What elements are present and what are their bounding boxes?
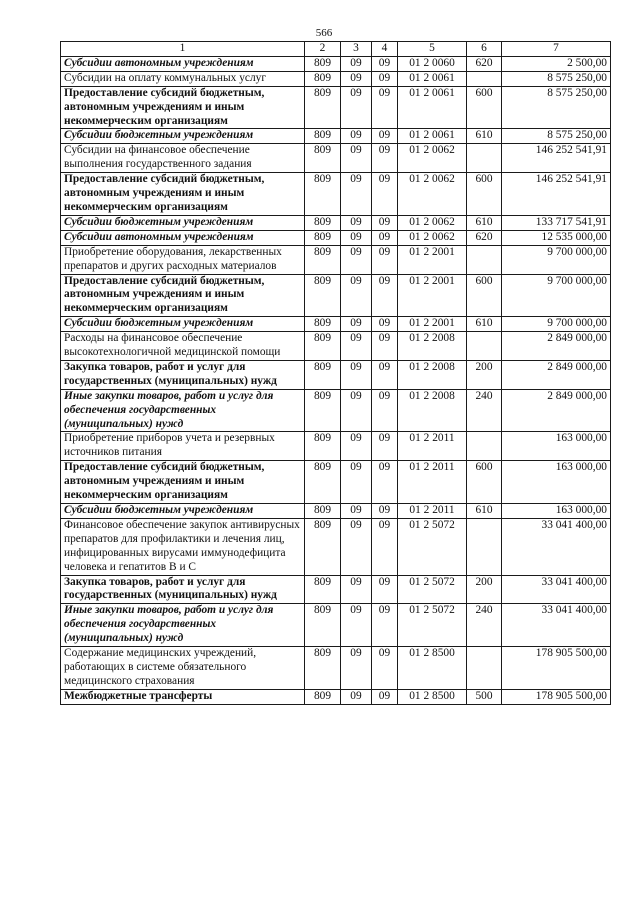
row-amount: 9 700 000,00 — [502, 245, 611, 274]
table-row — [61, 274, 611, 317]
row-amount: 2 500,00 — [502, 56, 611, 71]
column-header-2: 2 — [305, 42, 341, 57]
row-name: Закупка товаров, работ и услуг для государственных (муниципальных) нужд — [61, 360, 305, 389]
table-row — [61, 86, 611, 129]
row-expense-type: 620 — [467, 230, 502, 245]
row-name: Субсидии на оплату коммунальных услуг — [61, 71, 305, 86]
row-amount: 12 535 000,00 — [502, 230, 611, 245]
row-name: Субсидии автономным учреждениям — [61, 230, 305, 245]
row-expense-type — [467, 245, 502, 274]
row-section-code: 09 — [341, 518, 372, 575]
row-target-article: 01 2 2001 — [398, 245, 467, 274]
row-target-article: 01 2 0060 — [398, 56, 467, 71]
row-section-code: 09 — [341, 389, 372, 432]
row-subsection-code: 09 — [372, 274, 398, 317]
row-expense-type: 200 — [467, 360, 502, 389]
row-amount: 146 252 541,91 — [502, 173, 611, 216]
row-ministry-code: 809 — [305, 432, 341, 461]
row-name: Иные закупки товаров, работ и услуг для обеспечения государственных (муниципальных) нужд — [61, 604, 305, 647]
row-subsection-code: 09 — [372, 504, 398, 519]
row-target-article: 01 2 8500 — [398, 647, 467, 690]
row-ministry-code: 809 — [305, 360, 341, 389]
row-expense-type: 600 — [467, 173, 502, 216]
table-row — [61, 144, 611, 173]
row-ministry-code: 809 — [305, 504, 341, 519]
row-target-article: 01 2 2008 — [398, 332, 467, 361]
row-subsection-code: 09 — [372, 432, 398, 461]
row-name: Приобретение оборудования, лекарственных препаратов и других расходных материалов — [61, 245, 305, 274]
row-target-article: 01 2 2001 — [398, 274, 467, 317]
table-row — [61, 129, 611, 144]
row-expense-type: 240 — [467, 389, 502, 432]
row-ministry-code: 809 — [305, 317, 341, 332]
row-name: Предоставление субсидий бюджетным, автономным учреждениям и иным некоммерческим организациям — [61, 173, 305, 216]
row-subsection-code: 09 — [372, 689, 398, 704]
row-target-article: 01 2 0062 — [398, 173, 467, 216]
row-section-code: 09 — [341, 173, 372, 216]
row-amount: 33 041 400,00 — [502, 575, 611, 604]
row-name: Межбюджетные трансферты — [61, 689, 305, 704]
row-section-code: 09 — [341, 504, 372, 519]
row-subsection-code: 09 — [372, 144, 398, 173]
row-name: Приобретение приборов учета и резервных источников питания — [61, 432, 305, 461]
row-section-code: 09 — [341, 604, 372, 647]
row-target-article: 01 2 2011 — [398, 432, 467, 461]
row-ministry-code: 809 — [305, 245, 341, 274]
row-name: Предоставление субсидий бюджетным, автономным учреждениям и иным некоммерческим организациям — [61, 461, 305, 504]
row-expense-type — [467, 432, 502, 461]
row-section-code: 09 — [341, 317, 372, 332]
row-section-code: 09 — [341, 245, 372, 274]
row-ministry-code: 809 — [305, 575, 341, 604]
row-section-code: 09 — [341, 332, 372, 361]
row-subsection-code: 09 — [372, 173, 398, 216]
row-expense-type — [467, 518, 502, 575]
row-target-article: 01 2 0062 — [398, 144, 467, 173]
table-row — [61, 432, 611, 461]
row-expense-type — [467, 144, 502, 173]
row-section-code: 09 — [341, 56, 372, 71]
row-ministry-code: 809 — [305, 461, 341, 504]
row-expense-type — [467, 71, 502, 86]
row-target-article: 01 2 5072 — [398, 575, 467, 604]
row-section-code: 09 — [341, 689, 372, 704]
row-ministry-code: 809 — [305, 332, 341, 361]
row-amount: 146 252 541,91 — [502, 144, 611, 173]
row-ministry-code: 809 — [305, 389, 341, 432]
row-target-article: 01 2 0061 — [398, 129, 467, 144]
row-ministry-code: 809 — [305, 647, 341, 690]
row-amount: 178 905 500,00 — [502, 689, 611, 704]
table-row — [61, 518, 611, 575]
row-ministry-code: 809 — [305, 518, 341, 575]
row-target-article: 01 2 2008 — [398, 360, 467, 389]
row-target-article: 01 2 2008 — [398, 389, 467, 432]
row-target-article: 01 2 5072 — [398, 604, 467, 647]
row-amount: 9 700 000,00 — [502, 274, 611, 317]
row-subsection-code: 09 — [372, 389, 398, 432]
row-expense-type: 610 — [467, 129, 502, 144]
row-section-code: 09 — [341, 360, 372, 389]
table-row — [61, 71, 611, 86]
row-amount: 178 905 500,00 — [502, 647, 611, 690]
row-target-article: 01 2 2011 — [398, 504, 467, 519]
row-expense-type: 600 — [467, 461, 502, 504]
row-subsection-code: 09 — [372, 129, 398, 144]
row-amount: 8 575 250,00 — [502, 86, 611, 129]
row-expense-type — [467, 647, 502, 690]
row-expense-type: 240 — [467, 604, 502, 647]
table-row — [61, 317, 611, 332]
row-amount: 2 849 000,00 — [502, 389, 611, 432]
row-amount: 8 575 250,00 — [502, 129, 611, 144]
row-ministry-code: 809 — [305, 56, 341, 71]
row-expense-type: 610 — [467, 317, 502, 332]
row-target-article: 01 2 0061 — [398, 86, 467, 129]
row-name: Иные закупки товаров, работ и услуг для обеспечения государственных (муниципальных) нужд — [61, 389, 305, 432]
row-section-code: 09 — [341, 144, 372, 173]
row-expense-type: 200 — [467, 575, 502, 604]
row-amount: 163 000,00 — [502, 432, 611, 461]
row-amount: 2 849 000,00 — [502, 360, 611, 389]
row-section-code: 09 — [341, 274, 372, 317]
row-amount: 8 575 250,00 — [502, 71, 611, 86]
row-ministry-code: 809 — [305, 604, 341, 647]
row-expense-type: 500 — [467, 689, 502, 704]
row-expense-type — [467, 332, 502, 361]
row-section-code: 09 — [341, 129, 372, 144]
table-row — [61, 245, 611, 274]
column-header-6: 6 — [467, 42, 502, 57]
row-subsection-code: 09 — [372, 575, 398, 604]
row-subsection-code: 09 — [372, 360, 398, 389]
row-expense-type: 620 — [467, 56, 502, 71]
row-amount: 133 717 541,91 — [502, 215, 611, 230]
row-amount: 163 000,00 — [502, 461, 611, 504]
row-target-article: 01 2 0061 — [398, 71, 467, 86]
row-amount: 33 041 400,00 — [502, 604, 611, 647]
row-section-code: 09 — [341, 86, 372, 129]
row-expense-type: 610 — [467, 215, 502, 230]
row-subsection-code: 09 — [372, 647, 398, 690]
row-subsection-code: 09 — [372, 245, 398, 274]
row-amount: 9 700 000,00 — [502, 317, 611, 332]
row-ministry-code: 809 — [305, 86, 341, 129]
table-row — [61, 56, 611, 71]
table-row — [61, 461, 611, 504]
row-subsection-code: 09 — [372, 461, 398, 504]
row-name: Субсидии бюджетным учреждениям — [61, 317, 305, 332]
row-target-article: 01 2 5072 — [398, 518, 467, 575]
row-target-article: 01 2 0062 — [398, 230, 467, 245]
row-section-code: 09 — [341, 432, 372, 461]
row-name: Предоставление субсидий бюджетным, автономным учреждениям и иным некоммерческим организациям — [61, 86, 305, 129]
row-section-code: 09 — [341, 647, 372, 690]
row-target-article: 01 2 0062 — [398, 215, 467, 230]
row-ministry-code: 809 — [305, 689, 341, 704]
row-name: Субсидии на финансовое обеспечение выполнения государственного задания — [61, 144, 305, 173]
row-ministry-code: 809 — [305, 274, 341, 317]
row-name: Субсидии автономным учреждениям — [61, 56, 305, 71]
row-expense-type: 600 — [467, 274, 502, 317]
table-row — [61, 360, 611, 389]
row-ministry-code: 809 — [305, 71, 341, 86]
row-target-article: 01 2 8500 — [398, 689, 467, 704]
row-target-article: 01 2 2001 — [398, 317, 467, 332]
table-row — [61, 173, 611, 216]
row-name: Закупка товаров, работ и услуг для государственных (муниципальных) нужд — [61, 575, 305, 604]
table-row — [61, 647, 611, 690]
page-number: 566 — [315, 27, 333, 39]
row-name: Расходы на финансовое обеспечение высокотехнологичной медицинской помощи — [61, 332, 305, 361]
row-subsection-code: 09 — [372, 56, 398, 71]
row-subsection-code: 09 — [372, 332, 398, 361]
row-ministry-code: 809 — [305, 129, 341, 144]
column-header-7: 7 — [502, 42, 611, 57]
row-section-code: 09 — [341, 230, 372, 245]
row-expense-type: 610 — [467, 504, 502, 519]
row-subsection-code: 09 — [372, 604, 398, 647]
table-row — [61, 689, 611, 704]
row-subsection-code: 09 — [372, 86, 398, 129]
row-subsection-code: 09 — [372, 518, 398, 575]
row-amount: 2 849 000,00 — [502, 332, 611, 361]
row-subsection-code: 09 — [372, 317, 398, 332]
row-section-code: 09 — [341, 461, 372, 504]
table-row — [61, 504, 611, 519]
column-header-1: 1 — [61, 42, 305, 57]
table-row — [61, 575, 611, 604]
budget-table — [60, 41, 611, 705]
column-header-5: 5 — [398, 42, 467, 57]
table-row — [61, 604, 611, 647]
column-header-4: 4 — [372, 42, 398, 57]
row-name: Предоставление субсидий бюджетным, автономным учреждениям и иным некоммерческим организациям — [61, 274, 305, 317]
row-target-article: 01 2 2011 — [398, 461, 467, 504]
row-name: Субсидии бюджетным учреждениям — [61, 504, 305, 519]
row-subsection-code: 09 — [372, 71, 398, 86]
row-ministry-code: 809 — [305, 215, 341, 230]
row-subsection-code: 09 — [372, 230, 398, 245]
row-expense-type: 600 — [467, 86, 502, 129]
row-subsection-code: 09 — [372, 215, 398, 230]
row-ministry-code: 809 — [305, 173, 341, 216]
table-row — [61, 389, 611, 432]
table-row — [61, 332, 611, 361]
row-name: Субсидии бюджетным учреждениям — [61, 129, 305, 144]
table-header-row — [61, 42, 611, 57]
table-row — [61, 215, 611, 230]
row-name: Финансовое обеспечение закупок антивирусных препаратов для профилактики и лечения лиц, инфицированных вирусами иммунодефицита человека и гепатитов В и С — [61, 518, 305, 575]
row-section-code: 09 — [341, 71, 372, 86]
column-header-3: 3 — [341, 42, 372, 57]
row-name: Субсидии бюджетным учреждениям — [61, 215, 305, 230]
row-section-code: 09 — [341, 215, 372, 230]
row-amount: 163 000,00 — [502, 504, 611, 519]
row-ministry-code: 809 — [305, 230, 341, 245]
table-row — [61, 230, 611, 245]
row-amount: 33 041 400,00 — [502, 518, 611, 575]
row-section-code: 09 — [341, 575, 372, 604]
row-ministry-code: 809 — [305, 144, 341, 173]
row-name: Содержание медицинских учреждений, работающих в системе обязательного медицинского страхования — [61, 647, 305, 690]
